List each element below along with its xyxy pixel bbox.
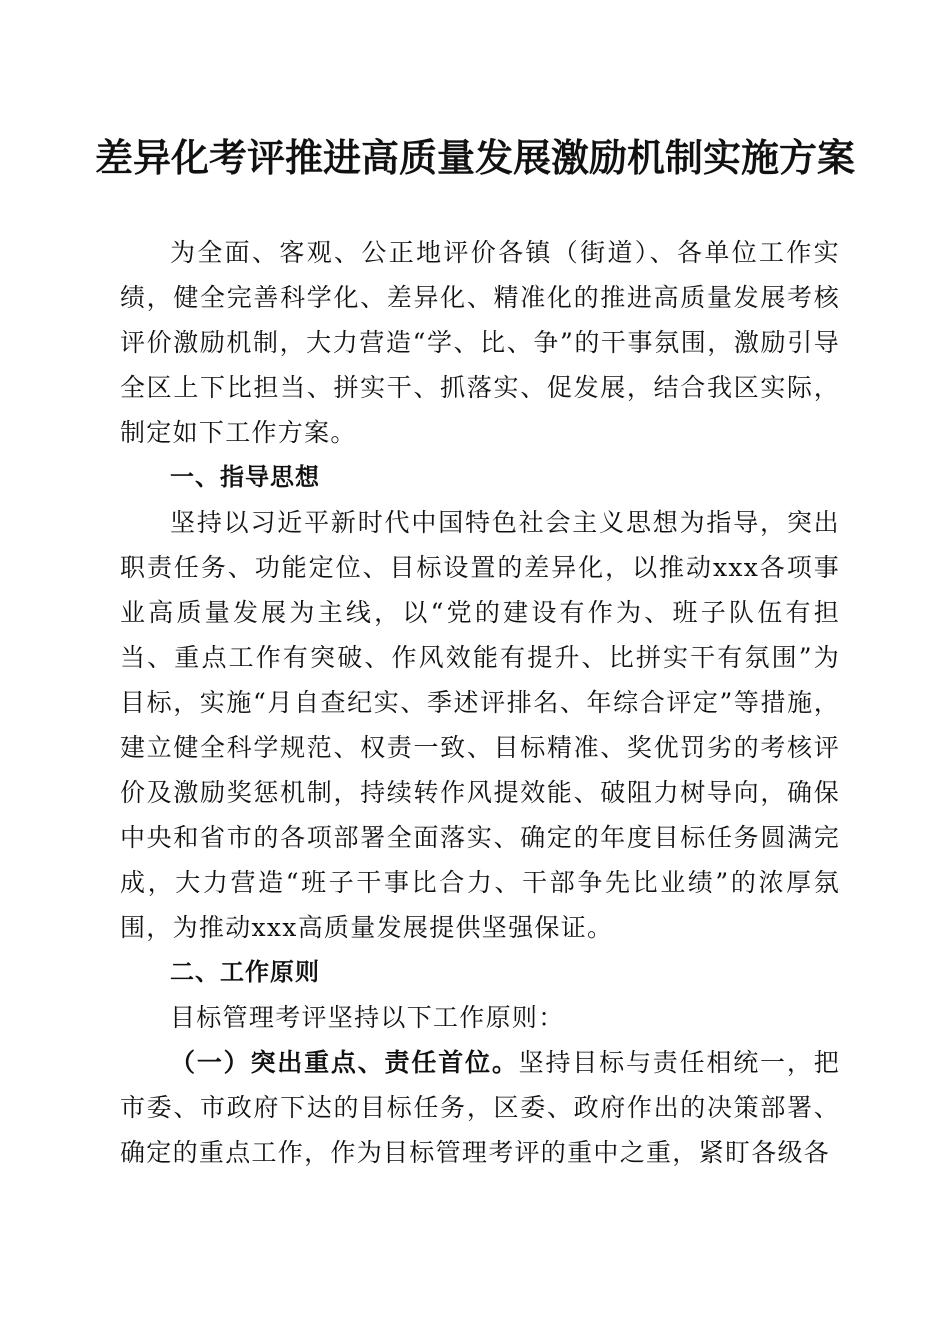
document-title: 差异化考评推进高质量发展激励机制实施方案 [94, 135, 855, 180]
document-body [120, 230, 840, 1175]
section-heading-guiding-ideology: 一、指导思想 [170, 463, 320, 491]
principle-1-paragraph [120, 1040, 840, 1175]
principle-1-lead: （一）突出重点、责任首位。 [170, 1048, 519, 1077]
principle-1-body: 坚持目标与责任相统一，把市委、市政府下达的目标任务，区委、政府作出的决策部署、确定的重点工作，作为目标管理考评的重中之重，紧盯各级各 [120, 1048, 840, 1167]
intro-paragraph: 为全面、客观、公正地评价各镇（街道）、各单位工作实绩，健全完善科学化、差异化、精准化的推进高质量发展考核评价激励机制，大力营造“学、比、争”的干事氛围，激励引导全区上下比担当、拼实干、抓落实、促发展，结合我区实际，制定如下工作方案。 [120, 238, 840, 447]
section-heading-work-principles: 二、工作原则 [170, 958, 320, 986]
guiding-ideology-paragraph: 坚持以习近平新时代中国特色社会主义思想为指导，突出职责任务、功能定位、目标设置的差异化，以推动xxx各项事业高质量发展为主线，以“党的建设有作为、班子队伍有担当、重点工作有突破、作风效能有提升、比拼实干有氛围”为目标，实施“月自查纪实、季述评排名、年综合评定”等措施，建立健全科学规范、权责一致、目标精准、奖优罚劣的考核评价及激励奖惩机制，持续转作风提效能、破阻力树导向，确保中央和省市的各项部署全面落实、确定的年度目标任务圆满完成，大力营造“班子干事比合力、干部争先比业绩”的浓厚氛围，为推动xxx高质量发展提供坚强保证。 [120, 508, 840, 942]
work-principles-intro: 目标管理考评坚持以下工作原则： [170, 1003, 565, 1032]
